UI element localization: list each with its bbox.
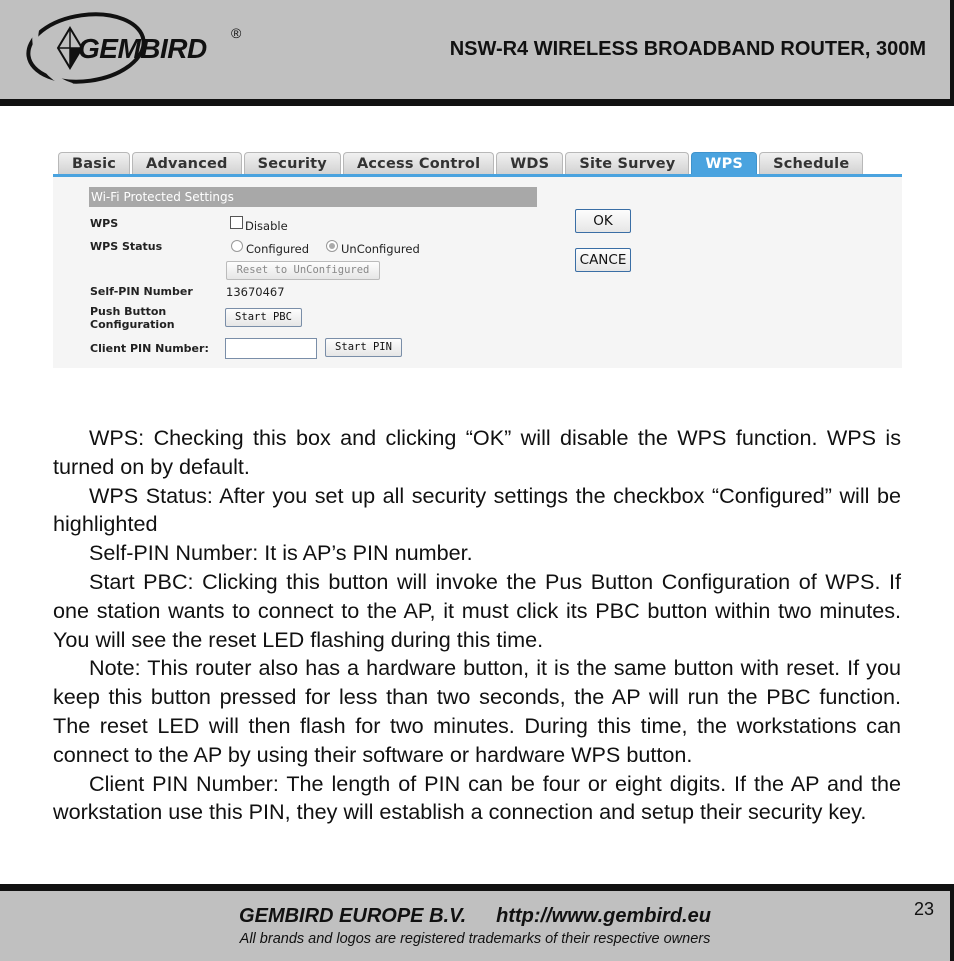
tab-bar <box>58 152 865 174</box>
paragraph-client-pin: Client PIN Number: The length of PIN can be four or eight digits. If the AP and the workstation use this PIN, they will establish a connection and setup their security key. <box>53 770 901 825</box>
reset-unconfigured-button[interactable]: Reset to UnConfigured <box>226 261 380 280</box>
radio-configured[interactable] <box>231 240 243 252</box>
registered-mark: ® <box>231 25 242 41</box>
document-title: NSW-R4 WIRELESS BROADBAND ROUTER, 300M <box>449 38 926 60</box>
radio-configured-label: Configured <box>246 242 310 256</box>
wps-disable-checkbox[interactable] <box>230 216 243 229</box>
page-footer <box>0 884 954 961</box>
tab-security[interactable]: Security <box>244 152 341 174</box>
paragraph-self-pin: Self-PIN Number: It is AP’s PIN number. <box>89 540 473 566</box>
client-pin-label: Client PIN Number: <box>90 342 209 355</box>
paragraph-start-pbc: Start PBC: Clicking this button will invoke the Pus Button Configuration of WPS. If one station wants to connect to the AP, it must click its PBC button within two minutes. You will see the reset LED flashing during this time. <box>53 568 901 652</box>
tab-access-control[interactable]: Access Control <box>343 152 494 174</box>
footer-company-line <box>0 905 950 928</box>
section-title: Wi-Fi Protected Settings <box>89 187 537 207</box>
tab-wds[interactable]: WDS <box>496 152 563 174</box>
radio-unconfigured[interactable] <box>326 240 338 252</box>
footer-url[interactable]: http://www.gembird.eu <box>496 905 711 927</box>
page-number: 23 <box>913 899 934 919</box>
radio-unconfigured-label: UnConfigured <box>341 242 420 256</box>
footer-company: GEMBIRD EUROPE B.V. <box>239 905 467 927</box>
tab-advanced[interactable]: Advanced <box>132 152 242 174</box>
push-button-label-line1: Push Button <box>90 305 167 318</box>
start-pin-button[interactable]: Start PIN <box>325 338 402 357</box>
wps-settings-panel <box>53 177 902 368</box>
push-button-label-line2: Configuration <box>90 318 175 331</box>
tab-basic[interactable]: Basic <box>58 152 130 174</box>
tab-schedule[interactable]: Schedule <box>759 152 863 174</box>
paragraph-note: Note: This router also has a hardware button, it is the same button with reset. If you keep this button pressed for less than two seconds, the AP will run the PBC function. The reset LED will then flash for two minutes. During this time, the workstations can connect to the AP by using their software or hardware WPS button. <box>53 655 901 767</box>
self-pin-label: Self-PIN Number <box>90 285 193 298</box>
wps-disable-label: Disable <box>245 219 288 233</box>
router-wps-screenshot <box>53 152 902 368</box>
tab-wps[interactable]: WPS <box>691 152 757 174</box>
page-header <box>0 0 954 106</box>
paragraph-wps: WPS: Checking this box and clicking “OK” will disable the WPS function. WPS is turned on by default. <box>53 425 901 479</box>
footer-trademark-note: All brands and logos are registered trademarks of their respective owners <box>239 931 711 947</box>
ok-button[interactable]: OK <box>575 209 631 233</box>
wps-label: WPS <box>90 217 119 230</box>
self-pin-value: 13670467 <box>226 285 285 299</box>
cancel-button[interactable]: CANCE <box>575 248 631 272</box>
logo-wordmark: GEMBIRD <box>78 33 207 64</box>
tab-site-survey[interactable]: Site Survey <box>565 152 689 174</box>
client-pin-input[interactable] <box>225 338 317 359</box>
start-pbc-button[interactable]: Start PBC <box>225 308 302 327</box>
paragraph-wps-status: WPS Status: After you set up all security settings the checkbox “Configured” will be highlighted <box>53 482 901 537</box>
description-text <box>53 424 901 827</box>
wps-status-label: WPS Status <box>90 240 163 253</box>
